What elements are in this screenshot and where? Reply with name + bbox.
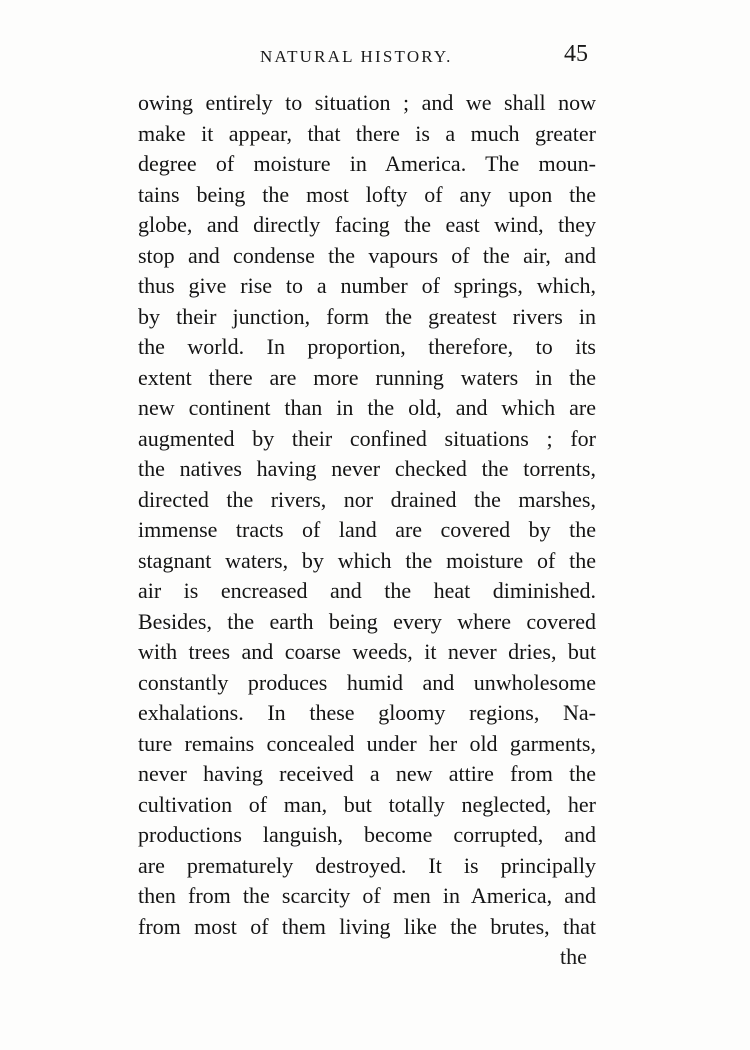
text-line: owing entirely to situation ; and we shall now (138, 90, 596, 115)
text-line: are prematurely destroyed. It is principally (138, 852, 596, 878)
catchword: the (560, 944, 587, 969)
text-line: with trees and coarse weeds, it never dries, but (138, 639, 596, 664)
text-line: cultivation of man, but totally neglected, her (138, 791, 596, 817)
page-number: 45 (564, 41, 588, 67)
text-line: the natives having never checked the torrents, (138, 456, 596, 481)
text-line: directed the rivers, nor drained the marshes, (138, 486, 596, 512)
text-line: stop and condense the vapours of the air, and (138, 242, 596, 268)
text-line: tains being the most lofty of any upon the (138, 181, 596, 207)
text-line: Besides, the earth being every where covered (138, 608, 596, 634)
text-line: air is encreased and the heat diminished. (138, 578, 596, 603)
body-text (138, 88, 596, 942)
text-line: stagnant waters, by which the moisture of the (138, 547, 596, 573)
text-line: immense tracts of land are covered by the (138, 517, 596, 542)
text-line: by their junction, form the greatest rivers in (138, 303, 596, 329)
text-line: ture remains concealed under her old garments, (138, 730, 596, 756)
text-line: thus give rise to a number of springs, which, (138, 273, 596, 298)
text-line: constantly produces humid and unwholesome (138, 669, 596, 695)
text-line: from most of them living like the brutes, that (138, 913, 596, 939)
text-line: degree of moisture in America. The moun- (138, 151, 596, 176)
text-line: then from the scarcity of men in America, and (138, 883, 596, 908)
text-line: make it appear, that there is a much greater (138, 120, 596, 146)
text-line: productions languish, become corrupted, and (138, 822, 596, 847)
text-line: never having received a new attire from the (138, 761, 596, 786)
text-line: extent there are more running waters in the (138, 364, 596, 390)
text-line: exhalations. In these gloomy regions, Na- (138, 700, 596, 725)
text-line: globe, and directly facing the east wind, they (138, 212, 596, 237)
running-title: NATURAL HISTORY. (260, 47, 453, 66)
text-line: augmented by their confined situations ; for (138, 425, 596, 451)
text-line: the world. In proportion, therefore, to its (138, 334, 596, 359)
text-line: new continent than in the old, and which are (138, 395, 596, 420)
